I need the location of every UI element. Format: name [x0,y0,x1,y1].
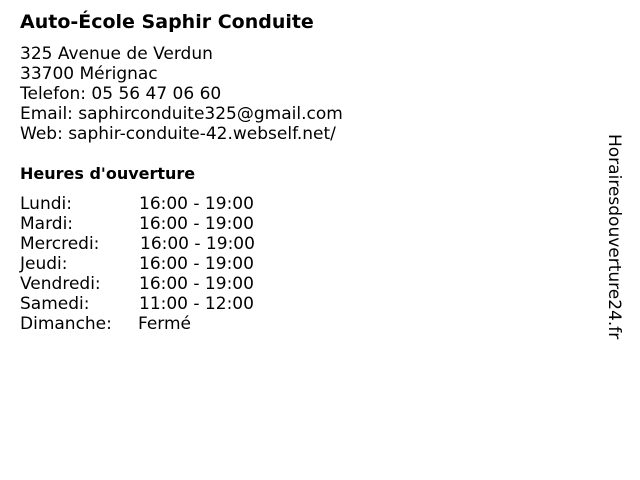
site-watermark: Horairesdouverture24.fr [604,134,624,340]
day-label: Lundi: [20,194,72,214]
day-label: Jeudi: [20,254,68,274]
time-range: 16:00 - 19:00 [140,234,255,254]
time-range: Fermé [138,314,192,334]
day-label: Samedi: [20,294,90,314]
opening-hours-heading: Heures d'ouverture [20,164,196,183]
email-address: Email: saphirconduite325@gmail.com [20,104,343,124]
street-address: 325 Avenue de Verdun [20,44,213,64]
website-address: Web: saphir-conduite-42.webself.net/ [20,124,336,144]
contact-block [20,44,343,144]
day-label: Mercredi: [20,234,100,254]
city-postcode: 33700 Mérignac [20,64,158,84]
time-range: 11:00 - 12:00 [139,294,254,314]
day-label: Mardi: [20,214,74,234]
time-range: 16:00 - 19:00 [139,194,254,214]
time-range: 16:00 - 19:00 [139,274,254,294]
phone-number: Telefon: 05 56 47 06 60 [20,84,222,104]
time-range: 16:00 - 19:00 [139,214,254,234]
day-label: Vendredi: [20,274,101,294]
day-label: Dimanche: [20,314,112,334]
time-range: 16:00 - 19:00 [139,254,254,274]
business-name: Auto-École Saphir Conduite [20,11,314,33]
